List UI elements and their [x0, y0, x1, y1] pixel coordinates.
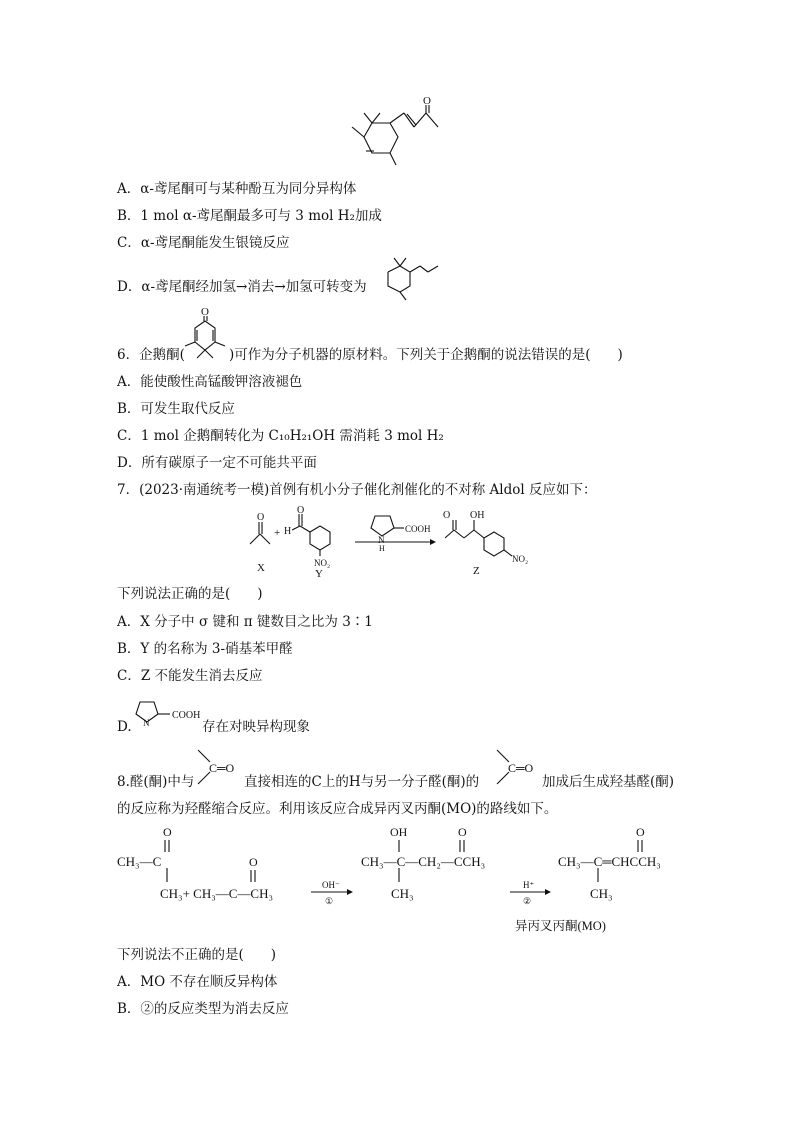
q8-option-b: B．②的反应类型为消去反应	[117, 1001, 289, 1017]
q7-option-a: A．X 分子中 σ 键和 π 键数目之比为 3∶1	[117, 614, 373, 630]
q5-option-d: D．α-鸢尾酮经加氢→消去→加氢可转变为	[117, 279, 367, 295]
carbonyl-text: C═O	[209, 761, 235, 775]
mo-label: 异丙叉丙酮(MO)	[515, 919, 606, 933]
q5-option-b: B．1 mol α-鸢尾酮最多可与 3 mol H₂加成	[117, 208, 382, 224]
q7-option-d-text: 存在对映异构现象	[202, 719, 310, 735]
proline-cooh: COOH	[172, 710, 201, 721]
q7-option-d-prefix: D.	[117, 719, 132, 735]
q5-option-a: A．α-鸢尾酮可与某种酚互为同分异构体	[117, 181, 357, 197]
atom-o-label: O	[423, 95, 431, 107]
q7-option-c: C．Z 不能发生消去反应	[117, 668, 263, 684]
arrow1-bottom: ①	[325, 896, 334, 906]
carbonyl-group-1	[196, 746, 246, 791]
arrow1-top: OH⁻	[322, 880, 340, 890]
mo-main: CH₃—C═CHCCH₃	[558, 854, 661, 869]
q6-stem-prefix: 6．企鹅酮(	[117, 347, 185, 363]
q6-stem-suffix: )可作为分子机器的原材料。下列关于企鹅酮的说法错误的是( )	[229, 347, 623, 363]
proline-structure	[132, 696, 202, 728]
q6-option-b: B．可发生取代反应	[117, 401, 235, 417]
q8-option-a: A．MO 不存在顺反异构体	[117, 974, 278, 990]
p1-ch3: CH₃	[391, 886, 414, 901]
x-atom-o: O	[257, 512, 265, 523]
q7-question: 下列说法正确的是( )	[117, 586, 263, 602]
q7-option-b: B．Y 的名称为 3-硝基苯甲醛	[117, 641, 293, 657]
q5-d-product-structure	[378, 258, 448, 303]
p1-o: O	[458, 825, 467, 839]
r1-bottom: CH₃+ CH₃—C—CH₃	[160, 886, 274, 901]
label-y: Y	[315, 568, 323, 580]
p1-oh: OH	[390, 825, 408, 839]
atom-o-label: O	[201, 306, 209, 318]
y-atom-o: O	[297, 505, 305, 516]
p1-main: CH₃—C—CH₂—CCH₃	[361, 854, 486, 869]
carbonyl-group-2	[495, 746, 545, 791]
q6-option-a: A．能使酸性高锰酸钾溶液褪色	[117, 374, 303, 390]
r1-top: CH₃—C	[117, 854, 162, 869]
q8-stem-1: 8.醛(酮)中与	[117, 774, 195, 790]
z-no2: NO₂	[512, 554, 529, 564]
r1-o: O	[163, 825, 172, 839]
plus-sign: +	[274, 527, 281, 539]
mo-ch3: CH₃	[590, 886, 613, 901]
proline-n: N	[143, 718, 150, 728]
arrow2-bottom: ②	[523, 896, 532, 906]
penguinone-structure	[185, 306, 230, 364]
label-x: X	[257, 562, 265, 574]
q6-option-c: C．1 mol 企鹅酮转化为 C₁₀H₂₁OH 需消耗 3 mol H₂	[117, 428, 444, 444]
z-oh: OH	[470, 510, 485, 521]
catalyst-cooh: COOH	[405, 524, 431, 534]
catalyst-n: N	[378, 535, 385, 545]
z-atom-o: O	[443, 510, 451, 521]
y-atom-h: H	[284, 526, 292, 537]
q5-option-c: C．α-鸢尾酮能发生银镜反应	[117, 235, 290, 251]
q6-option-d: D．所有碳原子一定不可能共平面	[117, 455, 317, 471]
mo-synthesis-route	[115, 822, 695, 937]
q8-stem-3: 加成后生成羟基醛(酮)	[542, 774, 675, 790]
arrow2-top: H⁺	[523, 880, 535, 890]
mo-o: O	[636, 825, 645, 839]
alpha-irone-structure	[340, 95, 450, 170]
carbonyl-text: C═O	[508, 761, 534, 775]
catalyst-h: H	[379, 544, 385, 553]
y-no2: NO₂	[314, 558, 331, 568]
q7-stem: 7．(2023·南通统考一模)首例有机小分子催化剂催化的不对称 Aldol 反应如下：	[117, 482, 597, 498]
q8-question: 下列说法不正确的是( )	[117, 947, 277, 963]
aldol-reaction-scheme	[240, 504, 560, 580]
r2-o: O	[249, 855, 258, 869]
label-z: Z	[473, 565, 480, 577]
q8-stem-2: 直接相连的C上的H与另一分子醛(酮)的	[244, 774, 480, 790]
q8-stem-line2: 的反应称为羟醛缩合反应。利用该反应合成异丙叉丙酮(MO)的路线如下。	[117, 801, 558, 817]
